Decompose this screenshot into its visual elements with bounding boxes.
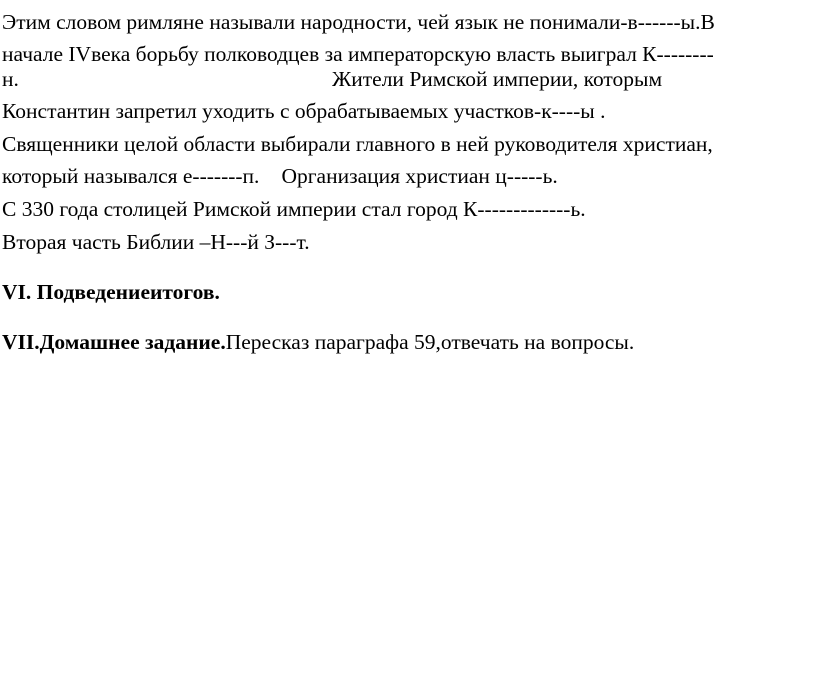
text-line-7: С 330 года столицей Римской империи стал город К-------------ь. [2,197,586,221]
text-line-5: Священники целой области выбирали главного в ней руководителя христиан, [2,132,713,156]
text-line-6 [2,163,558,189]
text-line-8: Вторая часть Библии –Н---й З---т. [2,230,310,254]
text-line-4: Константин запретил уходить с обрабатываемых участков-к----ы . [2,99,606,123]
text-line-6-part-1: который назывался е-------п. [2,164,260,188]
homework-label: VII.Домашнее задание. [2,330,226,354]
text-line-3-start: н. [2,67,19,91]
text-line-1: Этим словом римляне называли народности, чей язык не понимали-в------ы.В [2,10,715,34]
section-homework [2,329,634,355]
text-line-6-part-2: Организация христиан ц-----ь. [281,164,558,188]
section-summary-heading: VI. Подведениеитогов. [2,280,220,304]
text-line-3-end: Жители Римской империи, которым [332,67,663,91]
text-line-2: начале IVвека борьбу полководцев за императорскую власть выиграл К-------- [2,42,714,66]
homework-text: Пересказ параграфа 59,отвечать на вопросы. [225,330,635,354]
